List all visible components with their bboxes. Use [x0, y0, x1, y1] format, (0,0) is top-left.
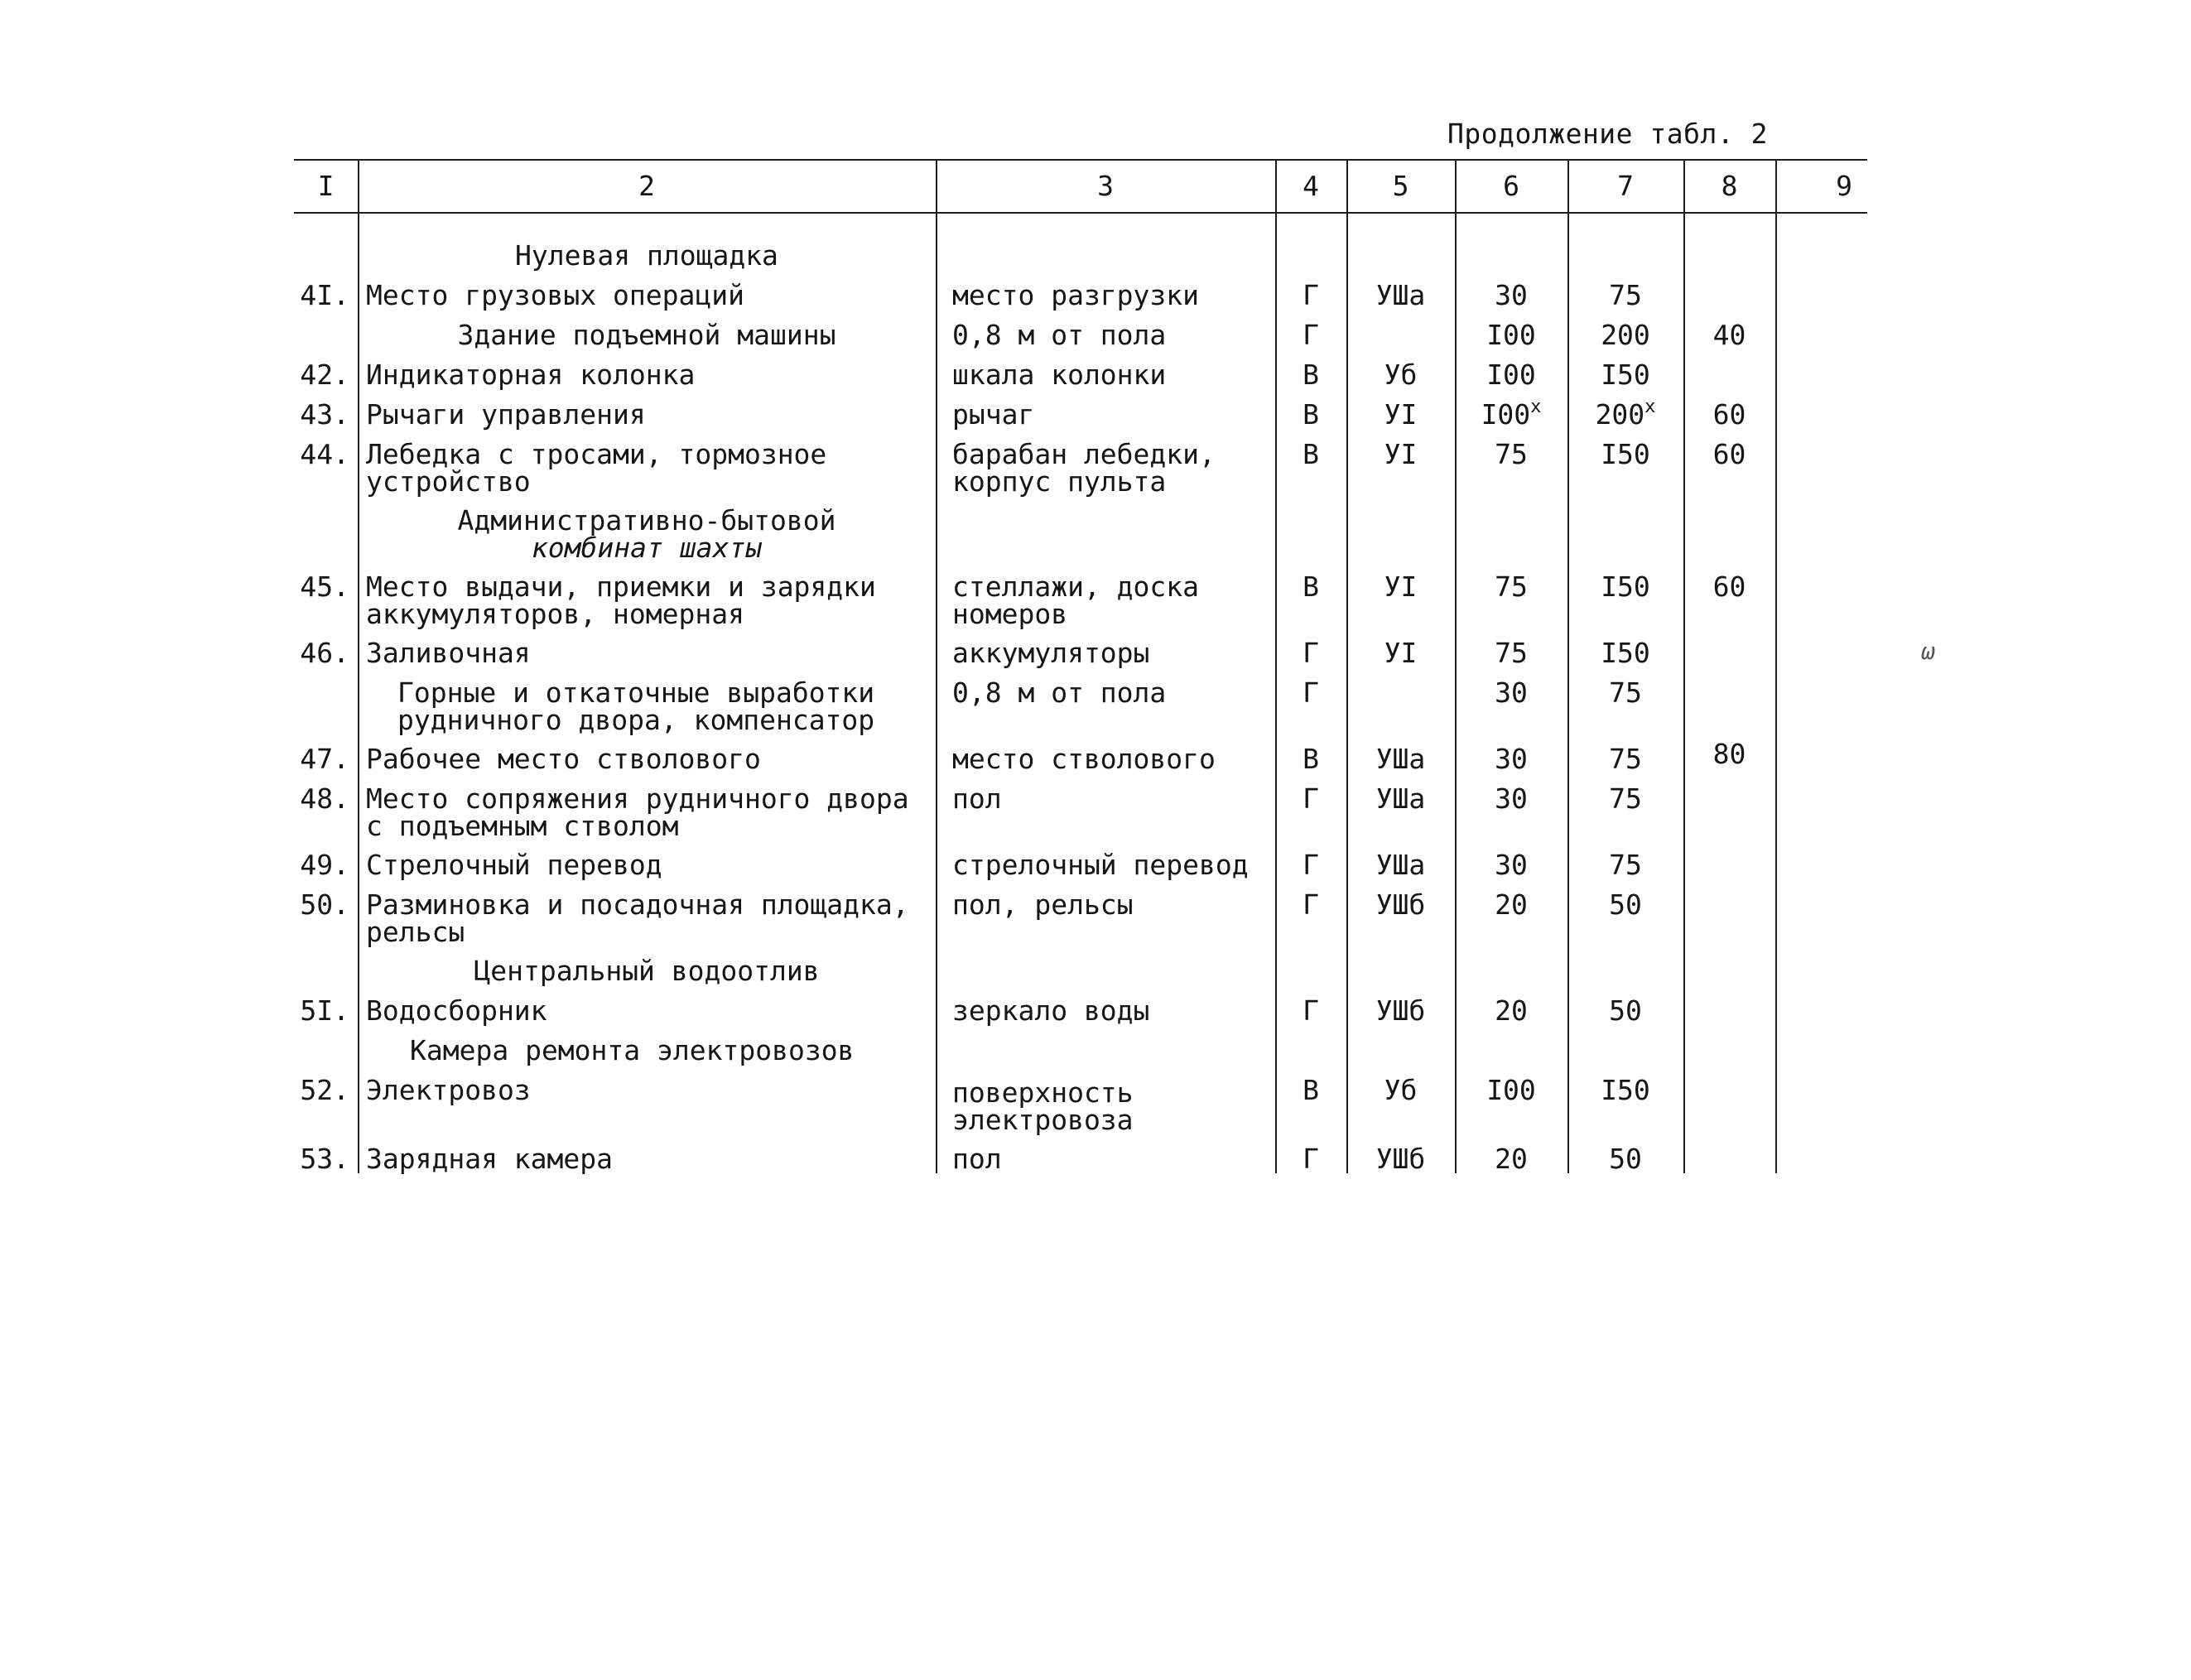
row-number: 47. [300, 743, 349, 775]
row-surface: пол [952, 1143, 1002, 1175]
header-bottom-rule [294, 212, 1867, 214]
row-col6: 20 [1495, 994, 1528, 1027]
row-col5: УI [1384, 398, 1418, 431]
row-name-line1: Место сопряжения рудничного двора [366, 782, 909, 815]
row-name-line1: Разминовка и посадочная площадка, [366, 888, 909, 921]
row-col5: УШб [1375, 994, 1426, 1027]
column-rule-7 [1683, 159, 1685, 1173]
row-surface: стрелочный перевод [952, 849, 1249, 881]
row-name: Зарядная камера [366, 1143, 614, 1175]
row-surface-line1: поверхность [952, 1076, 1134, 1109]
footnote-mark: x [1530, 397, 1542, 417]
row-col6: 30 [1495, 279, 1528, 311]
row-col6: 30 [1495, 849, 1528, 881]
value-text: 200 [1595, 398, 1645, 431]
row-surface: 0,8 м от пола [952, 676, 1167, 709]
row-col4: Г [1303, 637, 1319, 669]
header-col-3: 3 [1097, 170, 1114, 202]
row-surface: шкала колонки [952, 359, 1167, 391]
column-rule-2 [936, 159, 937, 1173]
row-col7: 75 [1609, 849, 1642, 881]
row-col5: УI [1384, 570, 1418, 603]
row-col6: 30 [1495, 743, 1528, 775]
row-col4: Г [1303, 849, 1319, 881]
row-number: 44. [300, 438, 349, 470]
header-col-2: 2 [638, 170, 655, 202]
row-col4: В [1303, 359, 1319, 391]
row-number: 50. [300, 888, 349, 921]
row-number: 48. [300, 782, 349, 815]
row-col4: В [1303, 570, 1319, 603]
row-name: Электровоз [366, 1074, 531, 1106]
row-name: Место грузовых операций [366, 279, 744, 311]
margin-mark: ω [1921, 638, 1935, 665]
row-col7: I50 [1601, 1074, 1650, 1106]
row-name-line2: с подъемным стволом [366, 810, 679, 842]
row-col5: УI [1384, 438, 1418, 470]
row-col8: 60 [1712, 438, 1746, 470]
row-col6: 75 [1495, 570, 1528, 603]
header-col-4: 4 [1303, 170, 1319, 202]
row-name: Рабочее место стволового [366, 743, 761, 775]
row-number: 46. [300, 637, 349, 669]
row-col7: 50 [1609, 994, 1642, 1027]
row-col4: Г [1303, 279, 1319, 311]
section-title-line1: Горные и откаточные выработки [397, 676, 875, 709]
row-col5: УШб [1375, 1143, 1426, 1175]
row-col6: 30 [1495, 782, 1528, 815]
row-col6 [1455, 397, 1567, 431]
row-surface: зеркало воды [952, 994, 1150, 1027]
row-col8: 80 [1712, 738, 1746, 770]
row-col6: 20 [1495, 1143, 1528, 1175]
row-col4: В [1303, 743, 1319, 775]
column-rule-1 [358, 159, 359, 1173]
row-col7: I50 [1601, 637, 1650, 669]
section-title-line2: комбинат шахты [531, 532, 763, 564]
row-col7: 75 [1609, 782, 1642, 815]
header-col-8: 8 [1721, 170, 1738, 202]
row-surface: место стволового [952, 743, 1216, 775]
column-rule-8 [1775, 159, 1777, 1173]
row-col6: 75 [1495, 637, 1528, 669]
row-col5: УI [1384, 637, 1418, 669]
section-title: Здание подъемной машины [457, 319, 836, 351]
row-col5: УШа [1375, 743, 1426, 775]
row-name-line2: аккумуляторов, номерная [366, 598, 744, 630]
row-name: Заливочная [366, 637, 531, 669]
row-surface-line1: стеллажи, доска [952, 570, 1200, 603]
row-number: 42. [300, 359, 349, 391]
row-number: 43. [300, 398, 349, 431]
row-col7: 75 [1609, 743, 1642, 775]
row-surface: пол, рельсы [952, 888, 1134, 921]
row-number: 5I. [300, 994, 349, 1027]
row-col4: В [1303, 1074, 1319, 1106]
section-title: Центральный водоотлив [474, 955, 820, 987]
row-col5: Уб [1384, 1074, 1418, 1106]
row-col7 [1567, 397, 1683, 431]
row-col7: 200 [1601, 319, 1650, 351]
row-surface: рычаг [952, 398, 1035, 431]
row-number: 53. [300, 1143, 349, 1175]
header-col-6: 6 [1503, 170, 1519, 202]
row-name-line2: рельсы [366, 916, 465, 948]
row-col7: 50 [1609, 888, 1642, 921]
row-col5: УШа [1375, 782, 1426, 815]
row-col4: Г [1303, 994, 1319, 1027]
row-col7: I50 [1601, 359, 1650, 391]
row-col7: 75 [1609, 279, 1642, 311]
row-name-line1: Место выдачи, приемки и зарядки [366, 570, 876, 603]
row-col5: УШб [1375, 888, 1426, 921]
row-col4: Г [1303, 676, 1319, 709]
row-surface-line2: корпус пульта [952, 465, 1167, 498]
row-name: Рычаги управления [366, 398, 646, 431]
row-name-line2: устройство [366, 465, 531, 498]
row-number: 52. [300, 1074, 349, 1106]
footnote-mark: x [1644, 397, 1656, 417]
row-col7: I50 [1601, 438, 1650, 470]
row-col5: УШа [1375, 279, 1426, 311]
row-number: 49. [300, 849, 349, 881]
row-col6: 20 [1495, 888, 1528, 921]
table-caption: Продолжение табл. 2 [1447, 118, 1768, 150]
row-name: Индикаторная колонка [366, 359, 696, 391]
row-col6: I00 [1486, 359, 1536, 391]
row-surface-line1: барабан лебедки, [952, 438, 1216, 470]
row-col6: 30 [1495, 676, 1528, 709]
section-title-line2: рудничного двора, компенсатор [397, 704, 875, 736]
header-col-7: 7 [1617, 170, 1634, 202]
row-name: Стрелочный перевод [366, 849, 662, 881]
row-col8: 60 [1712, 398, 1746, 431]
row-col4: В [1303, 438, 1319, 470]
row-surface: 0,8 м от пола [952, 319, 1167, 351]
section-title: Камера ремонта электровозов [410, 1034, 855, 1066]
section-title: Нулевая площадка [515, 239, 778, 272]
row-col8: 40 [1712, 319, 1746, 351]
row-col6: I00 [1486, 1074, 1536, 1106]
row-col7: 75 [1609, 676, 1642, 709]
row-surface: пол [952, 782, 1002, 815]
row-col4: Г [1303, 1143, 1319, 1175]
row-col5: Уб [1384, 359, 1418, 391]
row-col8: 60 [1712, 570, 1746, 603]
row-col7: I50 [1601, 570, 1650, 603]
row-surface: аккумуляторы [952, 637, 1150, 669]
row-col6: I00 [1486, 319, 1536, 351]
row-col4: Г [1303, 782, 1319, 815]
row-col6: 75 [1495, 438, 1528, 470]
header-top-rule [294, 159, 1867, 161]
row-col4: Г [1303, 319, 1319, 351]
section-title-line1: Административно-бытовой [457, 504, 836, 537]
row-surface-line2: номеров [952, 598, 1068, 630]
header-col-5: 5 [1392, 170, 1409, 202]
row-col7: 50 [1609, 1143, 1642, 1175]
row-surface: место разгрузки [952, 279, 1200, 311]
header-col-9: 9 [1836, 170, 1852, 202]
row-number: 4I. [300, 279, 349, 311]
row-name-line1: Лебедка с тросами, тормозное [366, 438, 827, 470]
row-surface-line2: электровоза [952, 1104, 1134, 1136]
row-number: 45. [300, 570, 349, 603]
row-col5: УШа [1375, 849, 1426, 881]
row-col4: Г [1303, 888, 1319, 921]
row-name: Водосборник [366, 994, 547, 1027]
header-col-1: I [317, 170, 335, 202]
value-text: I00 [1481, 398, 1531, 431]
row-col4: В [1303, 398, 1319, 431]
